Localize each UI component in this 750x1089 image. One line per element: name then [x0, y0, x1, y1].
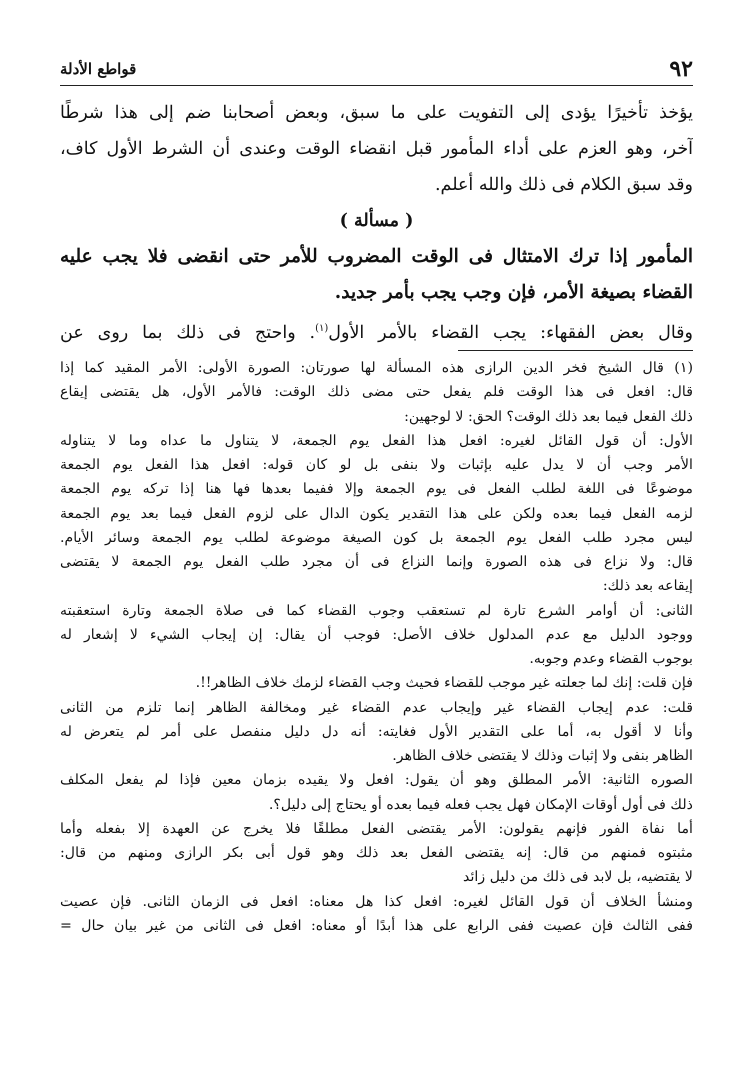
- footnote-line: ففى الثالث فإن عصيت ففى الرابع على هذا أبدًا أو معناه: افعل فى الثانى من غير بيان حال =: [60, 917, 693, 934]
- main-line: آخر، وهو العزم على أداء المأمور قبل انقضاء الوقت وعندى أن الشرط الأول كاف،: [60, 139, 693, 159]
- main-text: [60, 95, 693, 347]
- footnote-line: مثبتوه فمنهم من قال: إنه يقتضى الفعل بعد ذلك وهو قول أبى بكر الرازى ومنهم من قال:: [60, 845, 693, 861]
- section-heading: ( مسألة ): [339, 211, 414, 231]
- para2-end: . واحتج فى ذلك بما روى عن: [60, 322, 316, 343]
- footnote-line: وأنا لا أقول به، أما على التقدير الأول فغايته: أنه دل دليل منفصل على أمر لم يتعرض له: [60, 723, 693, 740]
- footnote-line: قلت: عدم إيجاب القضاء غير وإيجاب عدم القضاء غير ومخالفة الظاهر إنما تلزم من الثانى: [60, 699, 693, 716]
- footnote-line: (١) قال الشيخ فخر الدين الرازى هذه المسألة لها صورتان: الصورة الأولى: الأمر المقيد كما إذا: [60, 360, 693, 376]
- header-divider: [60, 85, 693, 86]
- main-line: [60, 311, 693, 347]
- para2-start: وقال بعض الفقهاء: يجب القضاء بالأمر الأول: [328, 322, 693, 343]
- footnote-line: الظاهر بنفى ولا إثبات وذلك لا يقتضى خلاف الظاهر.: [392, 748, 693, 764]
- footnote-line: أما نفاة الفور فإنهم يقولون: الأمر يقتضى الفعل مطلقًا فلا يخرج عن العهدة إلا بفعله وأما: [60, 820, 693, 837]
- footnote-divider: [458, 350, 693, 351]
- footnote-line: ووجود الدليل مع عدم المدلول خلاف الأصل: فوجب أن يقال: إن إيجاب الشيء لا إشعار له: [60, 626, 693, 643]
- footnote-line: موضوعًا فى اللغة لطلب الفعل فى يوم الجمعة وإلا ففيما بعدها فها هنا إذا تركه يوم الجمعة: [60, 481, 693, 498]
- footnote-ref: (١): [315, 323, 329, 334]
- main-line: وقد سبق الكلام فى ذلك والله أعلم.: [434, 175, 693, 195]
- footnote-line: لا يقتضيه، بل لابد فى ذلك من دليل زائد: [463, 869, 693, 886]
- footnote-line: ليس مجرد طلب الفعل يوم الجمعة بل كون الصيغة موضوعة لطلب يوم الجمعة وسائر الأيام.: [60, 529, 693, 546]
- main-line: يؤخذ تأخيرًا يؤدى إلى التفويت على ما سبق، وبعض أصحابنا ضم إلى هذا شرطًا: [60, 103, 693, 123]
- footnote-line: فإن قلت: إنك لما جعلته غير موجب للقضاء فحيث وجب القضاء لزمك خلاف الظاهر!!.: [195, 675, 693, 692]
- footnote-line: الأول: أن قول القائل لغيره: افعل هذا الفعل يوم الجمعة، لا يتناول ما عداه وما لا يتناوله: [60, 432, 693, 449]
- question-line: المأمور إذا ترك الامتثال فى الوقت المضروب للأمر حتى انقضى فلا يجب عليه: [60, 246, 693, 267]
- footnote-line: الثانى: أن أوامر الشرع تارة لم تستعقب وجوب القضاء كما فى صلاة الجمعة وتارة استعقبته: [60, 602, 693, 619]
- footnote-line: لزمه الفعل فيما بعده ولكن على هذا التقدير يكون الدال على لزوم الفعل فيما بعد يوم الجمعة: [60, 505, 693, 522]
- footnote-line: ذلك الفعل فيما بعد ذلك الوقت؟ الحق: لا لوجهين:: [404, 408, 693, 425]
- page-header: [60, 56, 693, 82]
- running-title: قواطع الأدلة: [60, 60, 137, 78]
- footnote-line: ذلك فى أول أوقات الإمكان فهل يجب فعله فيما بعده أو يحتاج إلى دليل؟.: [268, 796, 693, 813]
- footnote-line: إيقاعه بعد ذلك:: [602, 578, 693, 595]
- footnote-block: [60, 356, 693, 938]
- footnote-line: قال: افعل فى هذا الوقت فلم يفعل حتى مضى ذلك الوقت: فالأمر الأول، هل يقتضى إيقاع: [60, 384, 693, 401]
- footnote-line: الأمر وجب أن لا يدل عليه بإثبات ولا بنفى بل لو كان قوله: افعل هذا الفعل يوم الجمعة: [60, 457, 693, 473]
- footnote-line: بوجوب القضاء وعدم وجوبه.: [529, 651, 693, 667]
- footnote-line: الصوره الثانية: الأمر المطلق وهو أن يقول: افعل ولا يقيده بزمان معين فإذا لم يفعل المكلف: [60, 772, 693, 789]
- footnote-line: ومنشأ الخلاف أن قول القائل لغيره: افعل كذا هل معناه: افعل فى الزمان الثانى. فإن عصيت: [60, 893, 693, 910]
- footnote-line: قال: ولا نزاع فى هذه الصورة وإنما النزاع فى أن مجرد طلب الفعل يوم الجمعة لا يقتضى: [60, 554, 693, 570]
- question-line: القضاء بصيغة الأمر، فإن وجب يجب بأمر جديد.: [334, 282, 693, 303]
- page-number: ٩٢: [669, 56, 693, 82]
